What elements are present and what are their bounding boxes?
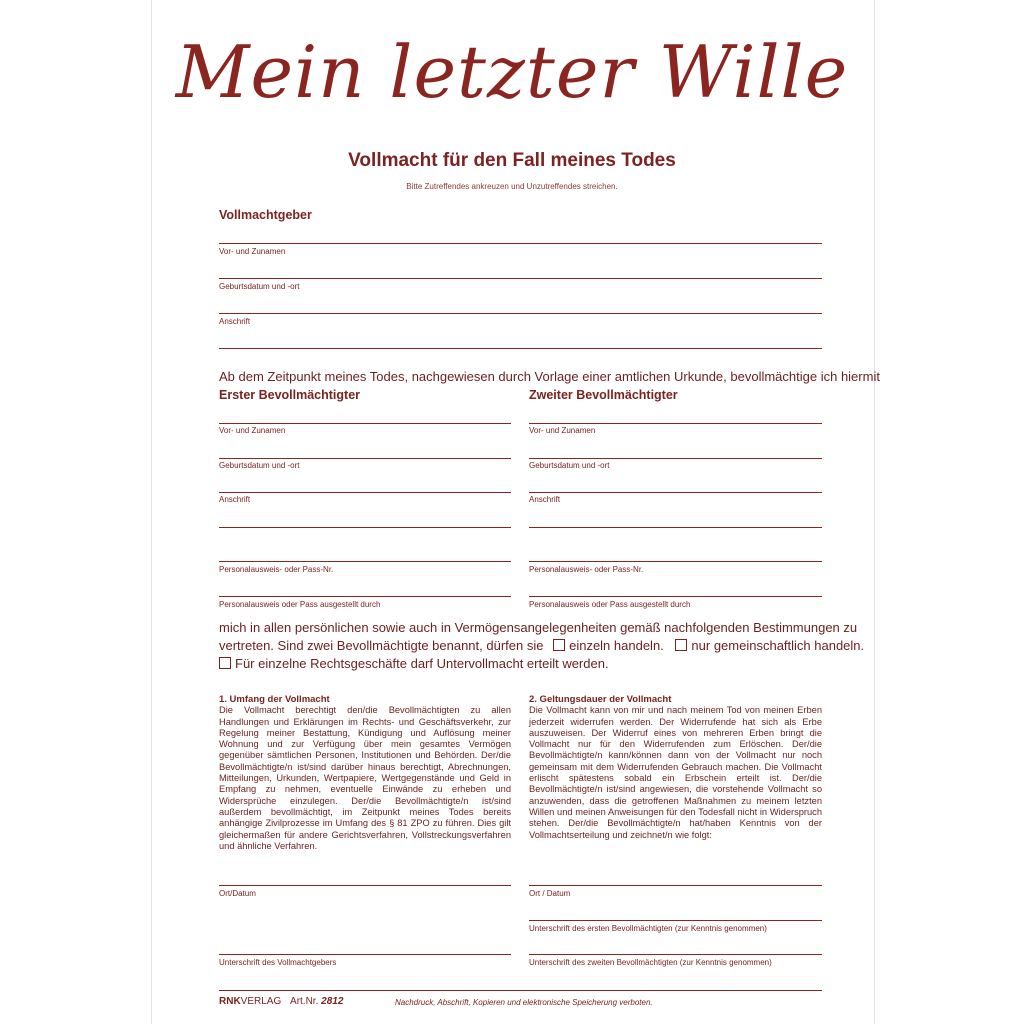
form-subtitle: Vollmacht für den Fall meines Todes (348, 150, 676, 171)
grantor-signature-label: Unterschrift des Vollmachtgebers (219, 958, 337, 967)
grantor-name-label: Vor- und Zunamen (219, 247, 286, 256)
first-agent-address-line-2[interactable] (219, 527, 511, 528)
option-single-label: einzeln handeln. (569, 638, 664, 653)
section-scope-title: 1. Umfang der Vollmacht (219, 694, 330, 705)
second-agent-id-line[interactable] (529, 561, 822, 562)
art-label: Art.Nr. (290, 996, 319, 1007)
instruction-hint: Bitte Zutreffendes ankreuzen und Unzutreffendes streichen. (406, 182, 618, 191)
second-agent-id-label: Personalausweis- oder Pass-Nr. (529, 565, 644, 574)
second-agent-name-label: Vor- und Zunamen (529, 426, 596, 435)
first-agent-birth-line[interactable] (219, 458, 511, 459)
body-line-2 (219, 638, 864, 653)
art-number: 2812 (321, 996, 344, 1007)
footer-rule (219, 990, 822, 991)
brand-bold: RNK (219, 996, 241, 1007)
first-agent-heading: Erster Bevollmächtigter (219, 388, 361, 402)
place-date-left-line[interactable] (219, 885, 511, 886)
second-agent-birth-label: Geburtsdatum und -ort (529, 461, 610, 470)
checkbox-subdelegation[interactable] (219, 657, 231, 669)
section-duration (529, 694, 822, 841)
second-agent-address-line-2[interactable] (529, 527, 822, 528)
checkbox-single[interactable] (553, 639, 565, 651)
first-agent-address-line[interactable] (219, 492, 511, 493)
grantor-heading: Vollmachtgeber (219, 208, 312, 222)
place-date-left-label: Ort/Datum (219, 889, 256, 898)
section-duration-title: 2. Geltungsdauer der Vollmacht (529, 694, 672, 705)
place-date-right-line[interactable] (529, 885, 822, 886)
first-agent-id-line[interactable] (219, 561, 511, 562)
grantor-address-line-2[interactable] (219, 348, 822, 349)
second-agent-birth-line[interactable] (529, 458, 822, 459)
first-signature-line[interactable] (529, 920, 822, 921)
section-scope (219, 694, 511, 852)
first-agent-issuer-label: Personalausweis oder Pass ausgestellt durch (219, 600, 381, 609)
first-signature-label: Unterschrift des ersten Bevollmächtigten (zur Kenntnis genommen) (529, 924, 767, 933)
checkbox-joint[interactable] (675, 639, 687, 651)
option-single[interactable] (553, 638, 664, 653)
intro-sentence: Ab dem Zeitpunkt meines Todes, nachgewiesen durch Vorlage einer amtlichen Urkunde, bevollmächtige ich hiermit (219, 369, 880, 384)
second-agent-address-label: Anschrift (529, 495, 561, 504)
grantor-signature-line[interactable] (219, 954, 511, 955)
place-date-right-label: Ort / Datum (529, 889, 571, 898)
grantor-birth-line[interactable] (219, 278, 822, 279)
option-joint[interactable] (675, 638, 864, 653)
option-joint-label: nur gemeinschaftlich handeln. (691, 638, 865, 653)
brand-rest: VERLAG (240, 996, 282, 1007)
grantor-birth-label: Geburtsdatum und -ort (219, 282, 300, 291)
second-agent-heading: Zweiter Bevollmächtigter (529, 388, 678, 402)
first-agent-name-label: Vor- und Zunamen (219, 426, 286, 435)
footer-notice: Nachdruck, Abschrift, Kopieren und elektronische Speicherung verboten. (395, 998, 653, 1007)
first-agent-name-line[interactable] (219, 423, 511, 424)
body-line-2-text: vertreten. Sind zwei Bevollmächtigte benannt, dürfen sie (219, 638, 544, 653)
section-scope-text: Die Vollmacht berechtigt den/die Bevollmächtigten zu allen Handlungen und Erklärungen im Rechts- und Geschäftsverkehr, zur Regelung meiner Bestattung, Kündigung und Auflösung meiner Wohnung und zur Verfügung über mein gesamtes Vermögen gegenüber sämtlichen Personen, Institutionen und Behörden. Der/die Bevollmächtigte/n ist/sind darüber hinaus berechtigt, Abrechnungen, Mitteilungen, Urkunden, Wertpapiere, Wertgegenstände und Geld in Empfang zu nehmen, eventuelle Einwände zu erheben und Widersprüche einzulegen. Der/die Bevollmächtigte/n ist/sind außerdem bevollmächtigt, im Zeitpunkt meines Todes bereits anhängige Zivilprozesse im Umfang des § 81 ZPO zu führen. Dies gilt gleichermaßen für andere Gerichtsverfahren, Vollstreckungsverfahren und ähnliche Verfahren. (219, 705, 511, 851)
grantor-name-line[interactable] (219, 243, 822, 244)
section-duration-text: Die Vollmacht kann von mir und nach meinem Tod von meinen Erben jederzeit widerrufen werden. Der Widerrufende hat sich als Erbe auszuweisen. Der Widerruf eines von mehreren Erben bringt die Vollmacht nur für den Widerrufenden zum Erlöschen. Der/die Bevollmächtigte/n kann/können dann von der Vollmacht nur noch gemeinsam mit dem Widerrufenden Gebrauch machen. Die Vollmacht erlischt spätestens sobald ein Erbschein erteilt ist. Der/die Bevollmächtigte/n ist/sind angewiesen, die vorstehende Vollmacht so anzuwenden, dass die getroffenen Maßnahmen zu meinem letzten Willen und meinen Anweisungen für den Todesfall nicht in Widerspruch stehen. Der/die Bevollmächtigte/n hat/haben Kenntnis von der Vollmachtserteilung und zeichnet/n wie folgt: (529, 705, 822, 840)
footer-brand (219, 996, 343, 1007)
second-agent-name-line[interactable] (529, 423, 822, 424)
first-agent-birth-label: Geburtsdatum und -ort (219, 461, 300, 470)
grantor-address-label: Anschrift (219, 317, 251, 326)
first-agent-address-label: Anschrift (219, 495, 251, 504)
second-agent-issuer-label: Personalausweis oder Pass ausgestellt durch (529, 600, 691, 609)
second-agent-address-line[interactable] (529, 492, 822, 493)
second-agent-issuer-line[interactable] (529, 596, 822, 597)
body-line-1: mich in allen persönlichen sowie auch in Vermögensangelegenheiten gemäß nachfolgenden Bestimmungen zu (219, 620, 858, 635)
form-title: Mein letzter Wille (175, 30, 849, 114)
second-signature-line[interactable] (529, 954, 822, 955)
option-subdelegation-label: Für einzelne Rechtsgeschäfte darf Untervollmacht erteilt werden. (235, 656, 609, 671)
grantor-address-line[interactable] (219, 313, 822, 314)
option-subdelegation[interactable] (219, 656, 609, 671)
second-signature-label: Unterschrift des zweiten Bevollmächtigten (zur Kenntnis genommen) (529, 958, 772, 967)
first-agent-id-label: Personalausweis- oder Pass-Nr. (219, 565, 334, 574)
first-agent-issuer-line[interactable] (219, 596, 511, 597)
